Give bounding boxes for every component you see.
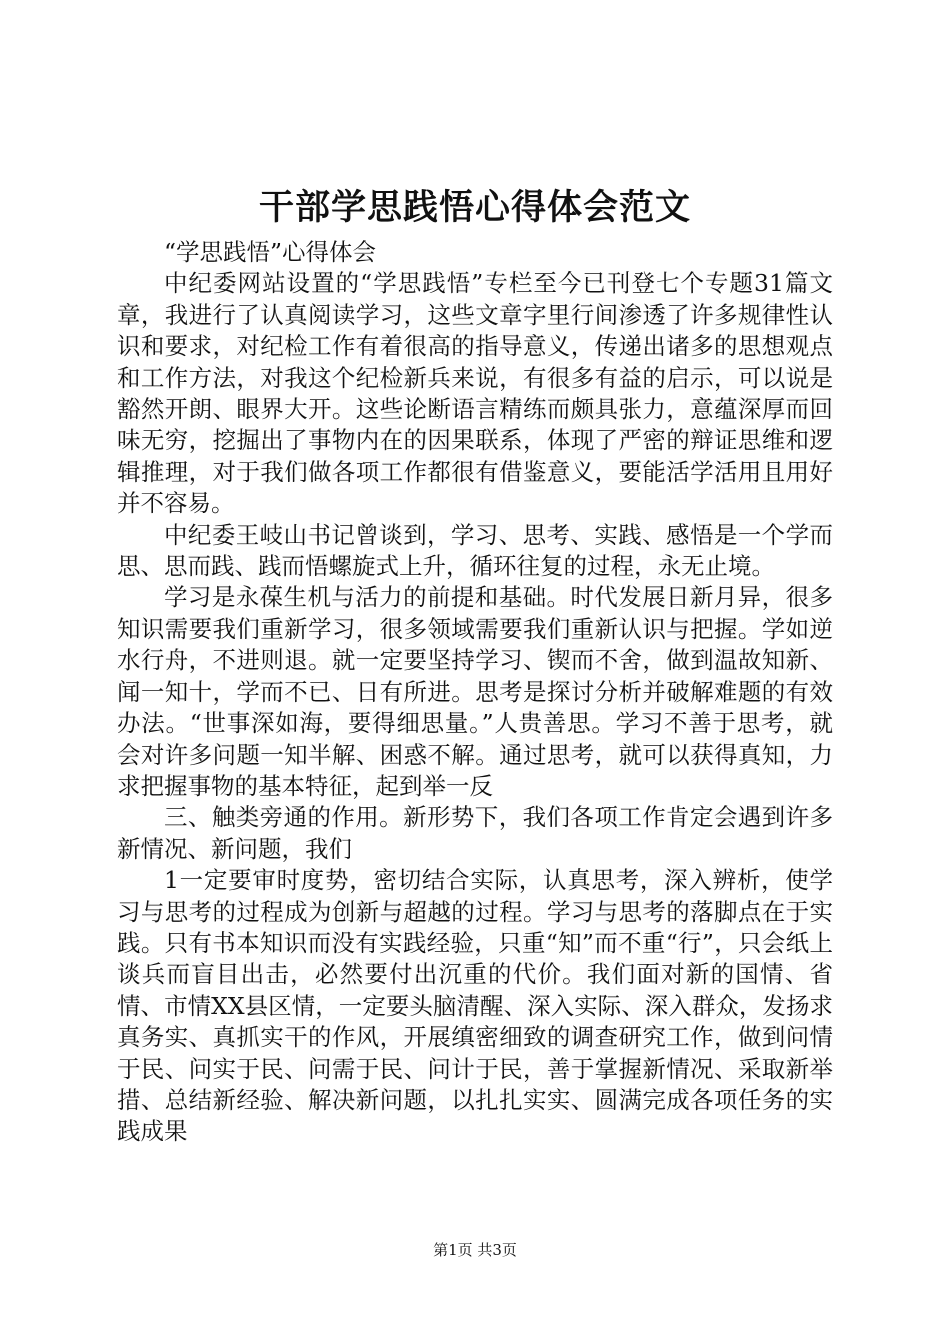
paragraph: 中纪委王岐山书记曾谈到，学习、思考、实践、感悟是一个学而思、思而践、践而悟螺旋式上升，循环往复的过程，永无止境。 [117, 520, 833, 581]
paragraph: 三、触类旁通的作用。新形势下，我们各项工作肯定会遇到许多新情况、新问题，我们 [117, 803, 833, 863]
page-footer: 第1页 共3页 [433, 1241, 517, 1259]
paragraph-heading: “学思践悟”心得体会 [164, 238, 377, 266]
paragraph: 中纪委网站设置的“学思践悟”专栏至今已刊登七个专题31篇文章，我进行了认真阅读学习，这些文章字里行间渗透了许多规律性认识和要求，对纪检工作有着很高的指导意义，传递出诸多的思想观点和工作方法，对我这个纪检新兵来说，有很多有益的启示，可以说是豁然开朗、眼界大开。这些论断语言精练而颇具张力，意蕴深厚而回味无穷，挖掘出了事物内在的因果联系，体现了严密的辩证思维和逻辑推理，对于我们做各项工作都很有借鉴意义，要能活学活用且用好并不容易。 [117, 269, 833, 518]
paragraph: 学习是永葆生机与活力的前提和基础。时代发展日新月异，很多知识需要我们重新学习，很多领域需要我们重新认识与把握。学如逆水行舟，不进则退。就一定要坚持学习、锲而不舍，做到温故知新、闻一知十，学而不已、日有所进。思考是探讨分析并破解难题的有效办法。“世事深如海，要得细思量。”人贵善思。学习不善于思考，就会对许多问题一知半解、困惑不解。通过思考，就可以获得真知，力求把握事物的基本特征，起到举一反 [117, 583, 833, 800]
document-body [117, 237, 833, 1148]
paragraph: 1一定要审时度势，密切结合实际，认真思考，深入辨析，使学习与思考的过程成为创新与超越的过程。学习与思考的落脚点在于实践。只有书本知识而没有实践经验，只重“知”而不重“行”，只会纸上谈兵而盲目出击，必然要付出沉重的代价。我们面对新的国情、省情、市情XX县区情，一定要头脑清醒、深入实际、深入群众，发扬求真务实、真抓实干的作风，开展缜密细致的调查研究工作，做到问情于民、问实于民、问需于民、问计于民，善于掌握新情况、采取新举措、总结新经验、解决新问题，以扎扎实实、圆满完成各项任务的实践成果 [117, 866, 833, 1146]
document-title: 干部学思践悟心得体会范文 [258, 187, 691, 228]
